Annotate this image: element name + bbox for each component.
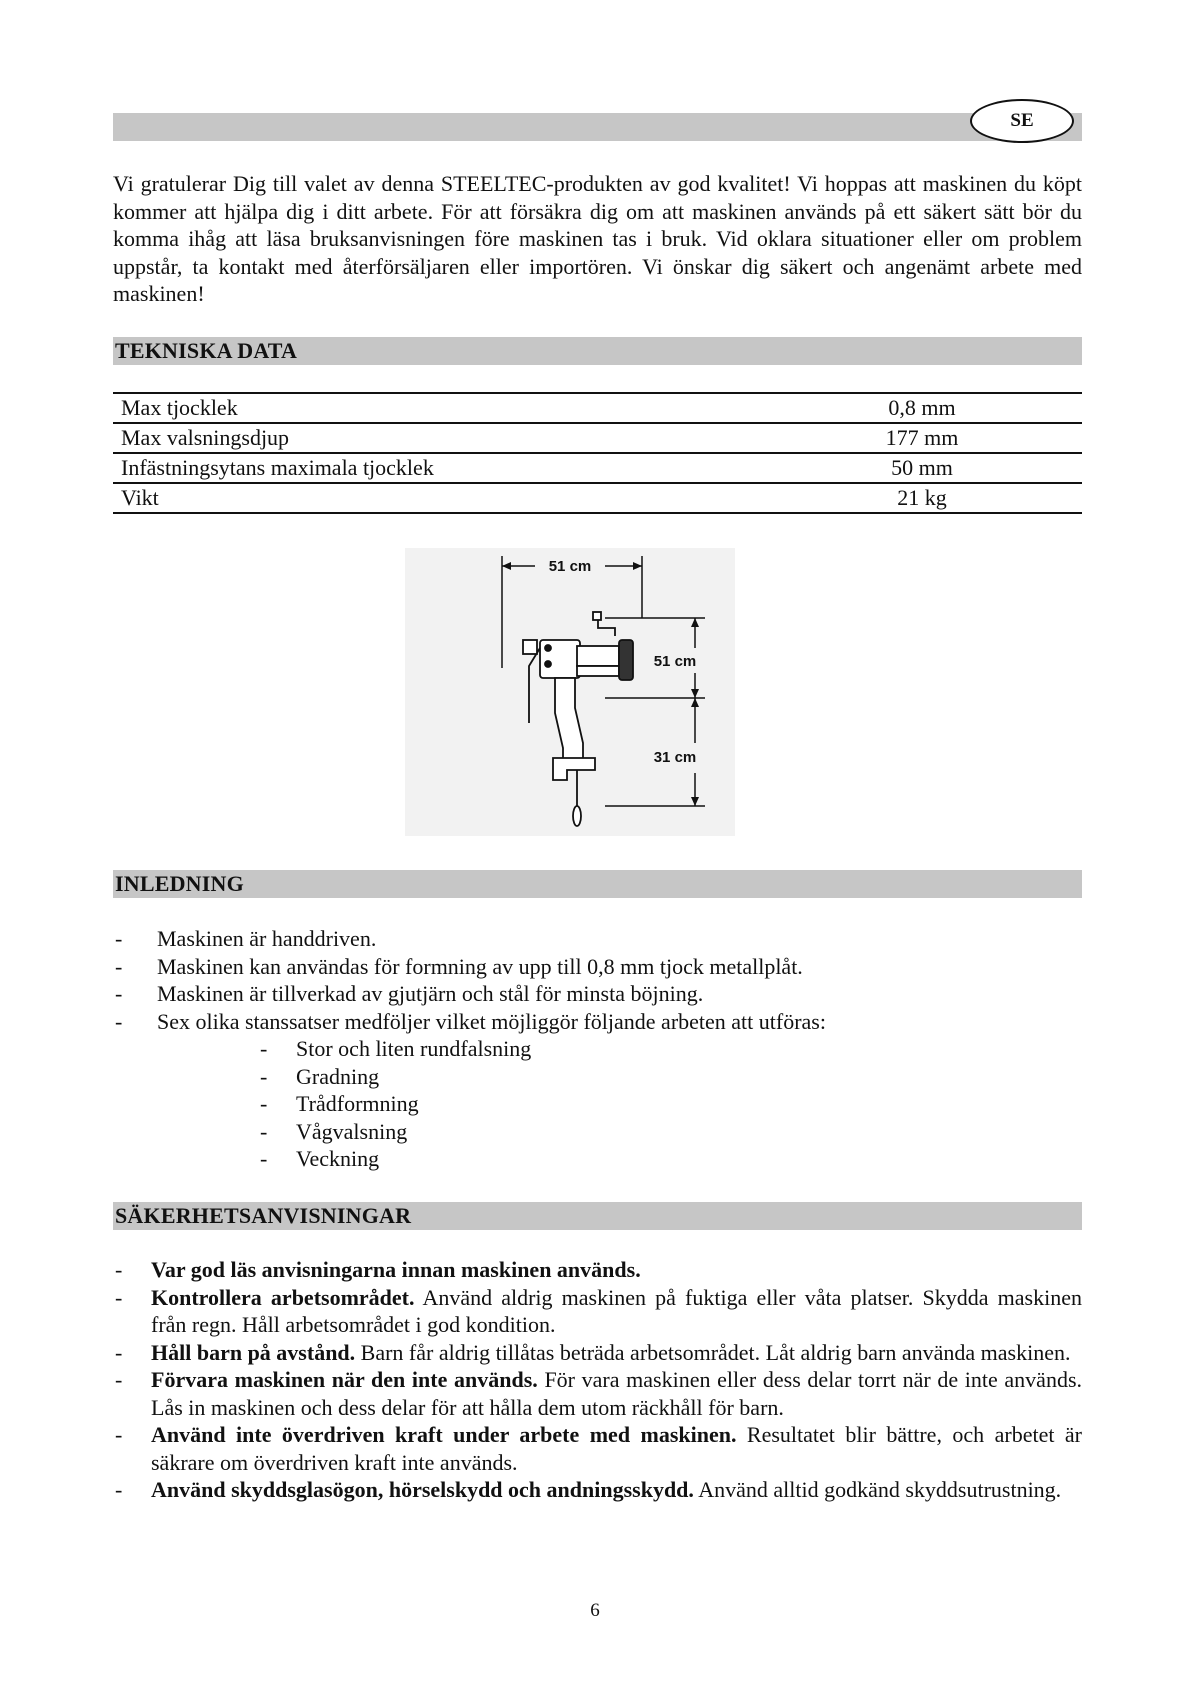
sublist-item: - Veckning <box>260 1146 380 1171</box>
lower-height-dimension-label: 31 cm <box>653 749 697 766</box>
safety-item-text: Barn får aldrig tillåtas beträda arbetsområdet. Låt aldrig barn använda maskinen. <box>355 1339 1071 1365</box>
row-value: 21 kg <box>897 485 947 510</box>
row-value: 177 mm <box>885 425 959 450</box>
language-badge: SE <box>970 99 1074 143</box>
list-item: - Maskinen är handdriven. <box>115 926 377 951</box>
table-row <box>113 423 1082 453</box>
section-title: TEKNISKA DATA <box>115 338 298 363</box>
section-title: INLEDNING <box>115 871 244 896</box>
intro-paragraph: Vi gratulerar Dig till valet av denna STEELTEC-produkten av god kvalitet! Vi hoppas att maskinen du köpt kommer att hjälpa dig i ditt arbete. För att försäkra dig om att maskinen används på ett säkert sätt bör du komma ihåg att läsa bruksanvisningen före maskinen tas i bruk. Vid oklara situationer eller om problem uppstår, ta kontakt med återförsäljaren eller importören. Vi önskar dig säkert och angenämt arbete med maskinen! <box>113 171 1082 306</box>
sublist-item-text: Veckning <box>296 1146 380 1171</box>
safety-item: - Använd inte överdriven kraft under arbete med maskinen. Resultatet blir bättre, och arbetet är säkrare om överdriven kraft inte används. <box>115 1422 1082 1475</box>
list-item-text: Sex olika stanssatser medföljer vilket möjliggör följande arbeten att utföras: <box>157 1008 826 1034</box>
row-label: Vikt <box>121 485 159 510</box>
safety-item-text: Resultatet blir bättre, och arbetet är säkrare om överdriven kraft inte används. <box>151 1422 1082 1475</box>
tech-data-table <box>113 392 1082 514</box>
safety-item-text: Använd aldrig maskinen på fuktiga eller våta platser. Skydda maskinen från regn. Håll arbetsområdet i god kondition. <box>151 1284 1082 1337</box>
sublist-item: - Gradning <box>260 1063 380 1089</box>
sublist-item: - Vågvalsning <box>260 1118 408 1144</box>
section-title: SÄKERHETSANVISNINGAR <box>115 1203 412 1228</box>
safety-item: - Var god läs anvisningarna innan maskinen används. <box>115 1257 641 1282</box>
upper-height-dimension-label: 51 cm <box>653 653 697 670</box>
header-bar <box>113 113 1082 141</box>
section-header-tech <box>113 337 1082 365</box>
row-label: Infästningsytans maximala tjocklek <box>121 455 434 480</box>
sublist-item-text: Vågvalsning <box>296 1118 408 1144</box>
table-row <box>113 483 1082 513</box>
safety-item-text: Använd alltid godkänd skyddsutrustning. <box>693 1477 1062 1502</box>
width-dimension-label: 51 cm <box>548 558 592 575</box>
table-row <box>113 393 1082 423</box>
machine-dimension-figure <box>405 548 735 836</box>
work-types-sublist <box>157 1035 1082 1173</box>
page-number: 6 <box>590 1600 600 1621</box>
safety-item-heading: Förvara maskinen när den inte används. <box>151 1367 538 1392</box>
row-label: Max tjocklek <box>121 395 238 420</box>
safety-item-heading: Kontrollera arbetsområdet. <box>151 1284 415 1310</box>
list-item: - Sex olika stanssatser medföljer vilket möjliggör följande arbeten att utföras: - Stor och liten rundfalsning - Gradning - Trådformning - Vågvalsning - Veckning <box>113 1008 1082 1173</box>
safety-item-text: För vara maskinen eller dess delar torrt när de inte används. Lås in maskinen och dess delar för att hålla dem utom räckhåll för barn. <box>151 1367 1083 1420</box>
list-item-text: Maskinen är handdriven. <box>157 926 377 951</box>
safety-item: - Förvara maskinen när den inte används. För vara maskinen eller dess delar torrt när de inte används. Lås in maskinen och dess delar för att hålla dem utom räckhåll för barn. <box>115 1367 1083 1420</box>
row-label: Max valsningsdjup <box>121 425 290 450</box>
sublist-item-text: Gradning <box>296 1063 380 1089</box>
safety-item-heading: Var god läs anvisningarna innan maskinen används. <box>151 1257 641 1282</box>
safety-item: - Kontrollera arbetsområdet. Använd aldrig maskinen på fuktiga eller våta platser. Skydda maskinen från regn. Håll arbetsområdet i god kondition. <box>115 1284 1082 1337</box>
sublist-item: - Trådformning <box>260 1091 419 1116</box>
safety-item-heading: Använd inte överdriven kraft under arbete med maskinen. <box>151 1422 737 1447</box>
section-header-safety <box>113 1202 1082 1230</box>
list-item-text: Maskinen kan användas för formning av upp till 0,8 mm tjock metallplåt. <box>157 953 803 979</box>
list-item: - Maskinen kan användas för formning av upp till 0,8 mm tjock metallplåt. <box>115 953 803 979</box>
sublist-item: - Stor och liten rundfalsning <box>260 1036 532 1061</box>
sublist-item-text: Stor och liten rundfalsning <box>296 1036 532 1061</box>
table-row <box>113 453 1082 483</box>
list-item: - Maskinen är tillverkad av gjutjärn och stål för minsta böjning. <box>115 981 704 1006</box>
intro-list <box>113 925 1082 1173</box>
sublist-item-text: Trådformning <box>296 1091 419 1116</box>
machine-drawing <box>405 548 735 836</box>
safety-item-heading: Använd skyddsglasögon, hörselskydd och andningsskydd. <box>151 1477 694 1502</box>
safety-item-heading: Håll barn på avstånd. <box>151 1339 356 1365</box>
row-value: 0,8 mm <box>888 395 956 420</box>
section-header-intro <box>113 870 1082 898</box>
row-value: 50 mm <box>891 455 953 480</box>
safety-item: - Använd skyddsglasögon, hörselskydd och andningsskydd. Använd alltid godkänd skyddsutrustning. <box>115 1477 1062 1502</box>
safety-list <box>113 1256 1082 1504</box>
machine-body <box>523 612 633 826</box>
safety-item: - Håll barn på avstånd. Barn får aldrig tillåtas beträda arbetsområdet. Låt aldrig barn använda maskinen. <box>115 1339 1071 1365</box>
list-item-text: Maskinen är tillverkad av gjutjärn och stål för minsta böjning. <box>157 981 704 1006</box>
